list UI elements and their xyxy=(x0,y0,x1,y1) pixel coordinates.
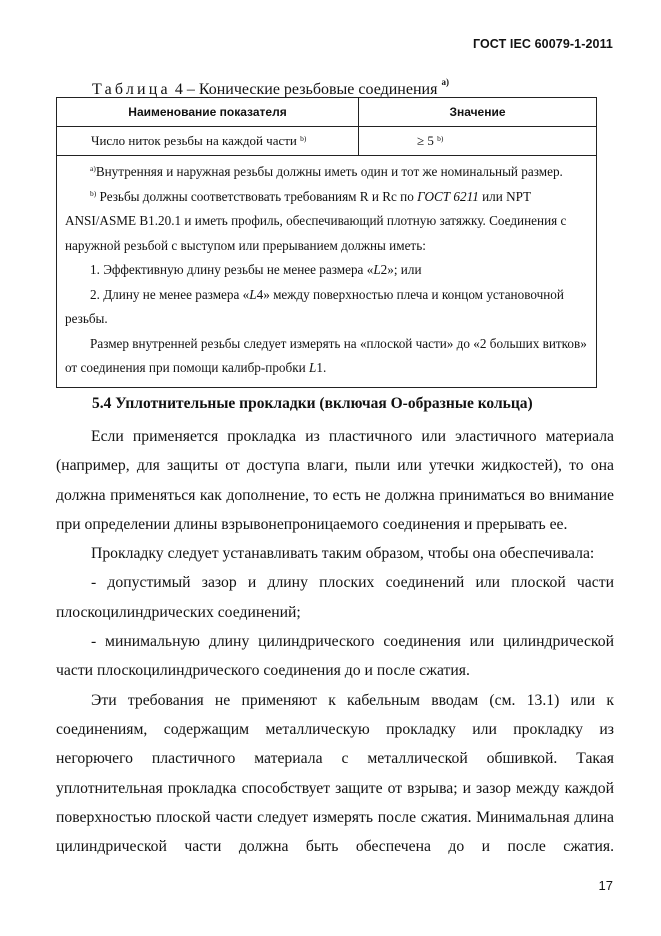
item2-pre: 2. Длину не менее размера « xyxy=(90,286,250,302)
item1-var: L xyxy=(373,262,381,277)
item3-var: L xyxy=(309,360,317,375)
note-a-text: Внутренняя и наружная резьбы должны иметь один и тот же номинальный размер. xyxy=(95,164,563,179)
paragraph: - допустимый зазор и длину плоских соединений или плоской части плоскоцилиндрических соединений; xyxy=(56,574,614,621)
item1-pre: 1. Эффективную длину резьбы не менее размера « xyxy=(90,262,374,277)
item2-post: 4» между поверхностью плеча и концом установочной резьбы. xyxy=(65,286,564,326)
table-notes xyxy=(57,156,596,387)
item1-post: 2»; или xyxy=(380,262,422,277)
row-name xyxy=(57,127,359,155)
note-a xyxy=(65,160,588,185)
row-name-text: Число ниток резьбы на каждой части xyxy=(91,133,297,148)
row-value-note: b) xyxy=(437,133,444,143)
note-b-text2: или NPT ANSI/ASME B1.20.1 и иметь профиль, обеспечивающий плотную затяжку. Соединения с наружной резьбой с выступом или прерыванием должны иметь: xyxy=(65,188,567,253)
paragraph: Если применяется прокладка из пластичного или эластичного материала (например, для защиты от доступа влаги, пыли или утечки жидкостей), то она должна применяться как дополнение, то есть не должна приниматься во внимание при определении длины взрывонепроницаемого соединения и прерывать ее. xyxy=(56,428,614,533)
header-value: Значение xyxy=(449,105,506,119)
section-body xyxy=(56,422,614,861)
page-number: 17 xyxy=(598,878,613,893)
item3-post: 1. xyxy=(316,360,327,375)
table-caption-word: Таблица xyxy=(92,81,171,98)
table-caption-note: a) xyxy=(441,77,449,87)
table-row xyxy=(57,127,596,156)
note-b-mark: b) xyxy=(90,188,97,198)
row-value-text: ≥ 5 xyxy=(417,133,434,148)
note-item-2 xyxy=(65,283,588,332)
note-b xyxy=(65,185,588,259)
item3-pre: Размер внутренней резьбы следует измерять на «плоской части» до «2 больших витков» от соединения при помощи калибр-пробки xyxy=(65,335,587,375)
section-heading: 5.4 Уплотнительные прокладки (включая О-образные кольца) xyxy=(92,395,533,412)
item2-var: L xyxy=(249,286,257,302)
note-item-1 xyxy=(65,258,588,283)
note-a-mark: a) xyxy=(90,164,96,173)
row-name-note: b) xyxy=(300,133,307,143)
paragraph: - минимальную длину цилиндрического соединения или цилиндрической части плоскоцилиндрического соединения до и после сжатия. xyxy=(56,633,614,680)
note-b-ref: ГОСТ 6211 xyxy=(417,188,479,204)
table-caption-text: 4 – Конические резьбовые соединения xyxy=(170,81,438,98)
note-item-3 xyxy=(65,332,588,381)
header-name: Наименование показателя xyxy=(57,98,359,126)
note-b-text1: Резьбы должны соответствовать требованиям R и Rc по xyxy=(96,188,418,204)
document-code: ГОСТ IEC 60079-1-2011 xyxy=(472,37,613,51)
paragraph: Эти требования не применяют к кабельным вводам (см. 13.1) или к соединениям, содержащим металлическую прокладку или прокладку из негорючего пластичного материала с металлической обшивкой. Такая уплотнительная прокладка способствует защите от взрыва; и зазор между каждой поверхностью плоской части следует измерять после сжатия. Минимальная длина цилиндрической части должна быть обеспечена до и после сжатия. xyxy=(56,691,614,856)
table-header-row xyxy=(57,98,596,127)
row-value xyxy=(359,127,596,155)
thread-table xyxy=(56,97,597,388)
paragraph: Прокладку следует устанавливать таким образом, чтобы она обеспечивала: xyxy=(91,545,595,563)
